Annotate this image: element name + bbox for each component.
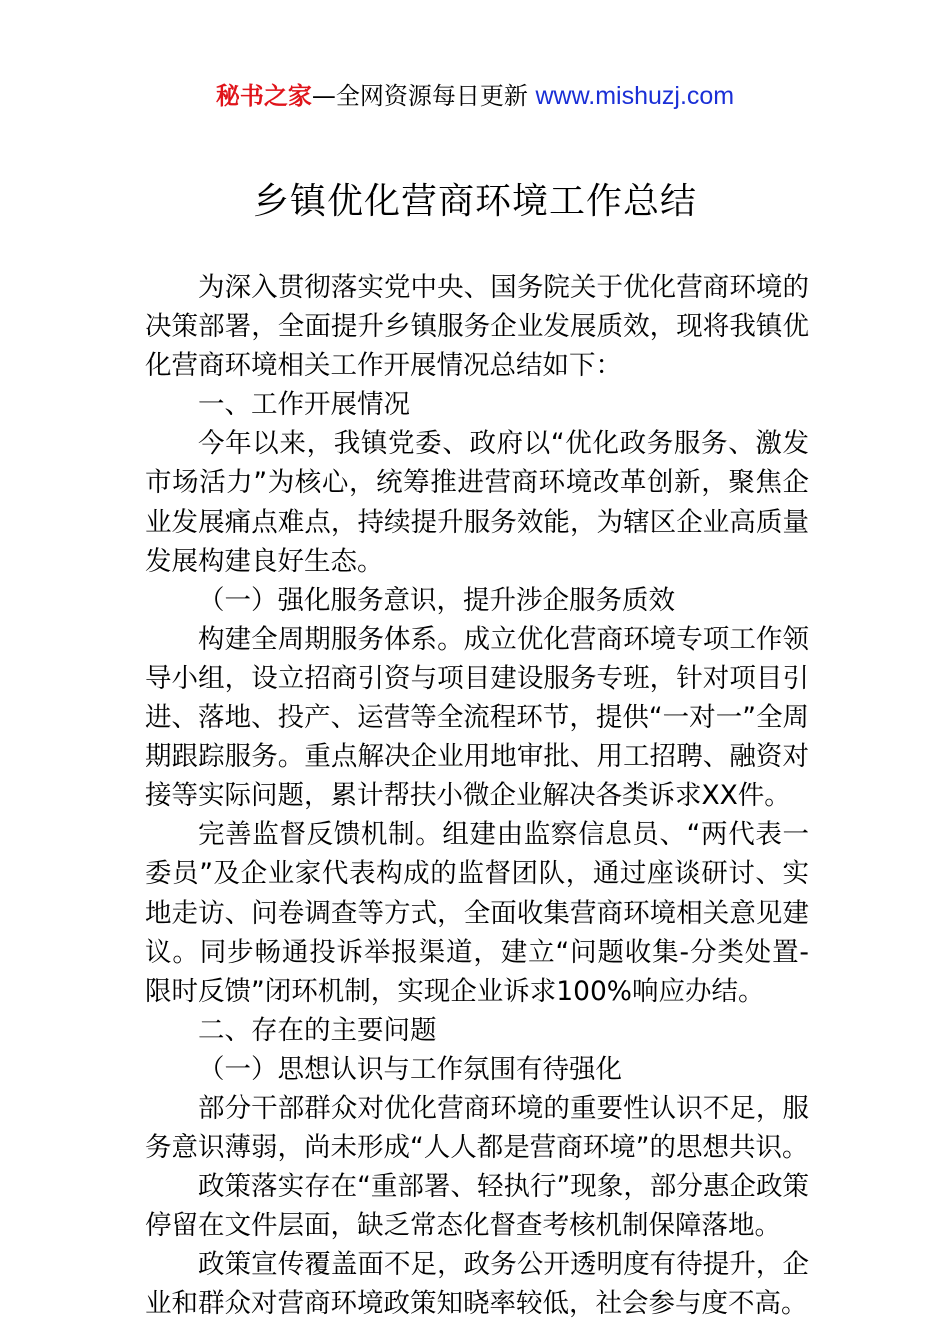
site-url[interactable]: www.mishuzj.com (535, 82, 735, 110)
body-paragraph: 政策落实存在“重部署、轻执行”现象，部分惠企政策停留在文件层面，缺乏常态化督查考核机制保障落地。 (145, 1171, 809, 1242)
subsection-heading-2-1: （一）思想认识与工作氛围有待强化 (198, 1053, 622, 1085)
body-paragraph: 政策宣传覆盖面不足，政务公开透明度有待提升，企业和群众对营商环境政策知晓率较低，社会参与度不高。 (145, 1249, 809, 1320)
section-heading-2: 二、存在的主要问题 (198, 1014, 437, 1046)
site-tagline: —全网资源每日更新 (311, 82, 536, 110)
body-paragraph: 部分干部群众对优化营商环境的重要性认识不足，服务意识薄弱，尚未形成“人人都是营商环境”的思想共识。 (145, 1092, 809, 1164)
intro-paragraph: 为深入贯彻落实党中央、国务院关于优化营商环境的决策部署，全面提升乡镇服务企业发展质效，现将我镇优化营商环境相关工作开展情况总结如下： (145, 272, 809, 382)
body-paragraph: 完善监督反馈机制。组建由监察信息员、“两代表一委员”及企业家代表构成的监督团队，通过座谈研讨、实地走访、问卷调查等方式，全面收集营商环境相关意见建议。同步畅通投诉举报渠道，建立“问题收集-分类处置-限时反馈”闭环机制，实现企业诉求100%响应办结。 (145, 819, 809, 1007)
document-body (145, 268, 809, 1324)
body-paragraph: 构建全周期服务体系。成立优化营商环境专项工作领导小组，设立招商引资与项目建设服务专班，针对项目引进、落地、投产、运营等全流程环节，提供“一对一”全周期跟踪服务。重点解决企业用地审批、用工招聘、融资对接等实际问题，累计帮扶小微企业解决各类诉求XX件。 (145, 623, 809, 812)
section-heading-1: 一、工作开展情况 (198, 389, 410, 421)
site-header (0, 80, 950, 112)
subsection-heading-1-1: （一）强化服务意识，提升涉企服务质效 (198, 584, 675, 616)
site-brand: 秘书之家 (215, 82, 312, 110)
body-paragraph: 今年以来，我镇党委、政府以“优化政务服务、激发市场活力”为核心，统筹推进营商环境改革创新，聚焦企业发展痛点难点，持续提升服务效能，为辖区企业高质量发展构建良好生态。 (145, 428, 809, 577)
document-title: 乡镇优化营商环境工作总结 (252, 181, 697, 222)
